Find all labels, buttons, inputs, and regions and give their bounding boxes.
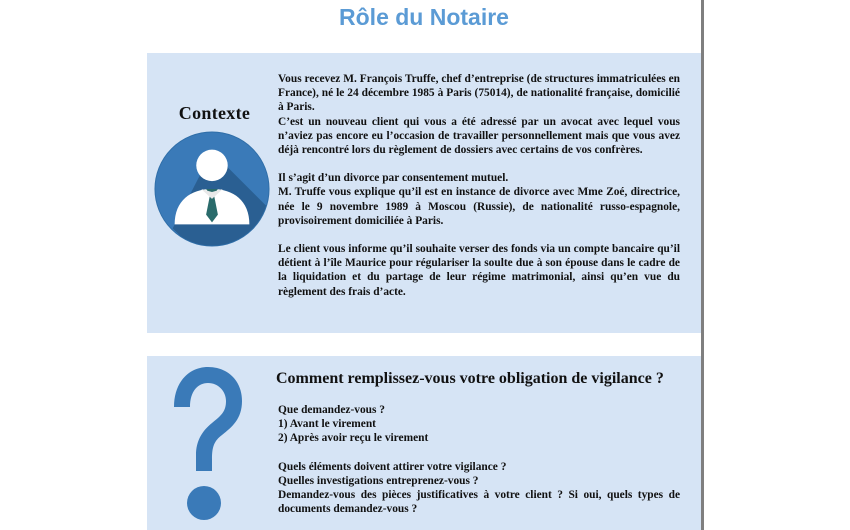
document-title: Rôle du Notaire	[339, 4, 509, 30]
document-page	[147, 0, 701, 530]
question-panel	[147, 356, 701, 530]
context-paragraph: Il s’agit d’un divorce par consentement mutuel.	[278, 172, 509, 185]
context-paragraph: Vous recevez M. François Truffe, chef d’entreprise (de structures immatriculées en France), né le 24 décembre 1985 à Paris (75014), de nationalité française, domicilié à Paris.	[278, 73, 680, 114]
context-paragraph: C’est un nouveau client qui vous a été adressé par un avocat avec lequel vous n’aviez pas encore eu l’occasion de travailler personnellement mais que vous avez déjà rencontré lors du règlement de dossiers avec certains de vos confrères.	[278, 115, 680, 157]
context-paragraph: Le client vous informe qu’il souhaite verser des fonds via un compte bancaire qu’il détient à l’île Maurice pour régulariser la soulte due à son épouse dans le cadre de la liquidation et du partage de leur régime matrimonial, ainsi qu’en vue du règlement des frais d’acte.	[278, 243, 680, 298]
context-paragraph: M. Truffe vous explique qu’il est en instance de divorce avec Mme Zoé, directrice, née le 9 novembre 1989 à Moscou (Russie), de nationalité russo-espagnole, provisoirement domiciliée à Paris.	[278, 186, 680, 227]
question-line: Quels éléments doivent attirer votre vigilance ?	[278, 460, 507, 473]
person-with-tie-icon	[153, 130, 271, 248]
context-text	[278, 72, 680, 299]
question-line: Quelles investigations entreprenez-vous ?	[278, 474, 479, 487]
question-line: 2) Après avoir reçu le virement	[278, 432, 429, 445]
question-line: Que demandez-vous ?	[278, 404, 385, 416]
context-panel	[147, 53, 701, 333]
question-line: Demandez-vous des pièces justificatives à votre client ? Si oui, quels types de documents demandez-vous ?	[278, 489, 680, 516]
question-line: 1) Avant le virement	[278, 418, 376, 431]
question-mark-icon	[166, 363, 248, 528]
context-label: Contexte	[178, 103, 251, 123]
question-text	[278, 403, 680, 516]
page-edge-divider	[701, 0, 704, 530]
question-heading: Comment remplissez-vous votre obligation de vigilance ?	[276, 370, 664, 387]
